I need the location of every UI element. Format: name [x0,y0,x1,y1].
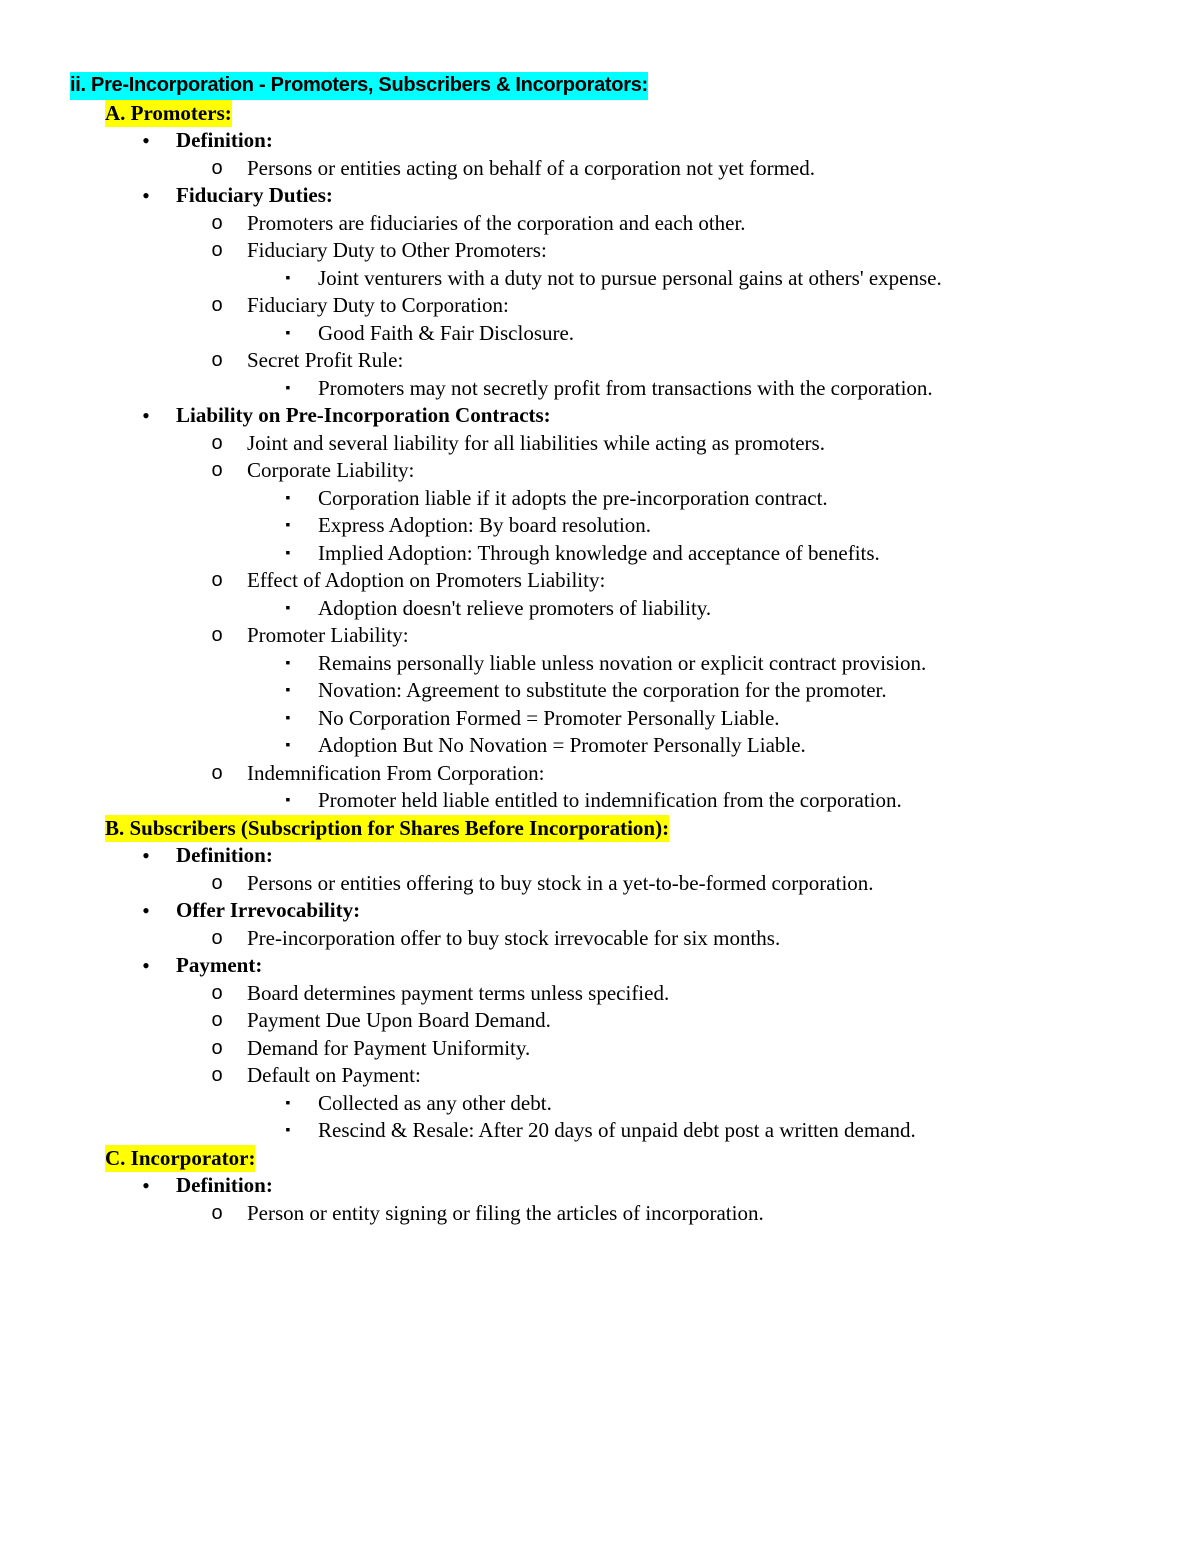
bullet-circle-o-icon: o [211,349,223,371]
list-item-text: Adoption But No Novation = Promoter Personally Liable. [318,733,806,757]
list-item-text: Joint and several liability for all liabilities while acting as promoters. [247,430,825,455]
bullet-circle-o-icon: o [211,1009,223,1031]
list-item-text: Persons or entities acting on behalf of a corporation not yet formed. [247,155,816,180]
bullet-disc-icon: • [142,843,150,868]
list-item-level-2 [0,457,1200,485]
list-item-level-2 [0,980,1200,1008]
bullet-square-icon: ▪ [285,518,291,533]
section-line [0,815,1200,843]
list-item-text: Definition: [176,128,273,152]
list-item-text: Adoption doesn't relieve promoters of liability. [318,595,712,620]
list-item-level-1 [0,402,1200,430]
bullet-disc-icon: • [142,898,150,923]
list-item-level-3 [0,1090,1200,1118]
list-item-level-3 [0,375,1200,403]
section-title: B. Subscribers (Subscription for Shares Before Incorporation): [105,815,669,843]
bullet-circle-o-icon: o [211,431,223,454]
list-item-level-3 [0,540,1200,568]
list-item-level-1 [0,1172,1200,1200]
list-item-text: Joint venturers with a duty not to pursue personal gains at others' expense. [318,265,942,290]
list-item-level-3 [0,787,1200,815]
list-item-text: Indemnification From Corporation: [247,760,545,785]
section-title: C. Incorporator: [105,1145,255,1173]
bullet-circle-o-icon: o [211,294,223,316]
list-item-text: Payment Due Upon Board Demand. [247,1008,551,1032]
list-item-text: Effect of Adoption on Promoters Liability: [247,568,606,592]
bullet-circle-o-icon: o [211,1064,223,1086]
list-item-text: Collected as any other debt. [318,1090,552,1115]
list-item-level-3 [0,732,1200,760]
bullet-square-icon: ▪ [285,793,291,808]
section-line [0,100,1200,128]
list-item-level-1 [0,842,1200,870]
list-item-level-3 [0,677,1200,705]
list-item-text: Promoters are fiduciaries of the corporation and each other. [247,210,746,235]
list-item-level-3 [0,595,1200,623]
list-item-level-3 [0,1117,1200,1145]
bullet-square-icon: ▪ [285,710,291,726]
bullet-circle-o-icon: o [211,211,223,234]
list-item-level-2 [0,292,1200,320]
list-item-text: Fiduciary Duty to Corporation: [247,293,509,317]
bullet-square-icon: ▪ [285,490,291,506]
list-item-level-3 [0,705,1200,733]
document-page [0,72,1200,1227]
bullet-square-icon: ▪ [285,600,291,616]
bullet-square-icon: ▪ [285,655,291,671]
list-item-text: Novation: Agreement to substitute the corporation for the promoter. [318,678,887,702]
section-title: A. Promoters: [105,100,232,128]
bullet-circle-o-icon: o [211,624,223,646]
list-item-text: Demand for Payment Uniformity. [247,1035,531,1060]
list-item-text: Payment: [176,953,263,977]
list-item-text: Persons or entities offering to buy stock in a yet-to-be-formed corporation. [247,870,874,895]
bullet-circle-o-icon: o [211,981,223,1004]
list-item-level-2 [0,1035,1200,1063]
list-item-text: Definition: [176,843,273,867]
list-item-text: Promoters may not secretly profit from transactions with the corporation. [318,375,933,400]
bullet-square-icon: ▪ [285,738,291,753]
bullet-square-icon: ▪ [285,545,291,561]
list-item-level-2 [0,622,1200,650]
bullet-circle-o-icon: o [211,239,223,261]
bullet-square-icon: ▪ [285,683,291,698]
list-item-text: Implied Adoption: Through knowledge and acceptance of benefits. [318,540,880,565]
list-item-level-3 [0,320,1200,348]
list-item-level-1 [0,952,1200,980]
list-item-text: Board determines payment terms unless specified. [247,980,670,1005]
list-item-text: Corporate Liability: [247,458,415,482]
bullet-square-icon: ▪ [285,270,291,286]
list-item-text: Definition: [176,1173,273,1197]
list-item-level-1 [0,127,1200,155]
list-item-level-2 [0,567,1200,595]
list-item-level-2 [0,1062,1200,1090]
list-item-level-2 [0,210,1200,238]
list-item-text: Fiduciary Duty to Other Promoters: [247,238,547,262]
bullet-circle-o-icon: o [211,761,223,784]
bullet-disc-icon: • [142,1173,150,1198]
bullet-square-icon: ▪ [285,380,291,396]
list-item-level-2 [0,237,1200,265]
list-item-level-3 [0,650,1200,678]
bullet-disc-icon: • [142,953,150,978]
bullet-disc-icon: • [142,183,150,208]
list-item-text: Default on Payment: [247,1063,421,1087]
list-item-level-2 [0,1007,1200,1035]
list-item-level-2 [0,925,1200,953]
list-item-level-1 [0,897,1200,925]
list-item-text: Corporation liable if it adopts the pre-incorporation contract. [318,485,828,510]
list-item-text: Promoter held liable entitled to indemnification from the corporation. [318,788,902,812]
bullet-circle-o-icon: o [211,1201,223,1224]
bullet-circle-o-icon: o [211,926,223,949]
list-item-level-2 [0,1200,1200,1228]
list-item-text: Secret Profit Rule: [247,348,404,372]
outline [0,100,1200,1228]
list-item-level-2 [0,870,1200,898]
list-item-level-3 [0,512,1200,540]
list-item-level-2 [0,430,1200,458]
list-item-text: No Corporation Formed = Promoter Personally Liable. [318,705,780,730]
document-heading: ii. Pre-Incorporation - Promoters, Subscribers & Incorporators: [70,72,648,100]
list-item-text: Offer Irrevocability: [176,898,361,922]
bullet-disc-icon: • [142,128,150,153]
bullet-disc-icon: • [142,403,150,428]
bullet-circle-o-icon: o [211,459,223,481]
list-item-level-1 [0,182,1200,210]
list-item-text: Good Faith & Fair Disclosure. [318,320,575,345]
bullet-circle-o-icon: o [211,569,223,591]
heading-line [0,72,1200,100]
bullet-circle-o-icon: o [211,1036,223,1059]
list-item-level-3 [0,265,1200,293]
list-item-level-2 [0,347,1200,375]
section-line [0,1145,1200,1173]
list-item-text: Promoter Liability: [247,623,409,647]
list-item-text: Fiduciary Duties: [176,183,333,207]
list-item-text: Rescind & Resale: After 20 days of unpaid debt post a written demand. [318,1118,916,1142]
bullet-square-icon: ▪ [285,1123,291,1138]
list-item-level-3 [0,485,1200,513]
list-item-text: Express Adoption: By board resolution. [318,513,652,537]
bullet-square-icon: ▪ [285,325,291,341]
list-item-text: Pre-incorporation offer to buy stock irrevocable for six months. [247,925,781,950]
bullet-circle-o-icon: o [211,156,223,179]
list-item-text: Remains personally liable unless novation or explicit contract provision. [318,650,927,675]
list-item-text: Liability on Pre-Incorporation Contracts: [176,403,551,427]
list-item-level-2 [0,760,1200,788]
list-item-level-2 [0,155,1200,183]
bullet-circle-o-icon: o [211,871,223,894]
list-item-text: Person or entity signing or filing the articles of incorporation. [247,1200,764,1225]
bullet-square-icon: ▪ [285,1095,291,1111]
